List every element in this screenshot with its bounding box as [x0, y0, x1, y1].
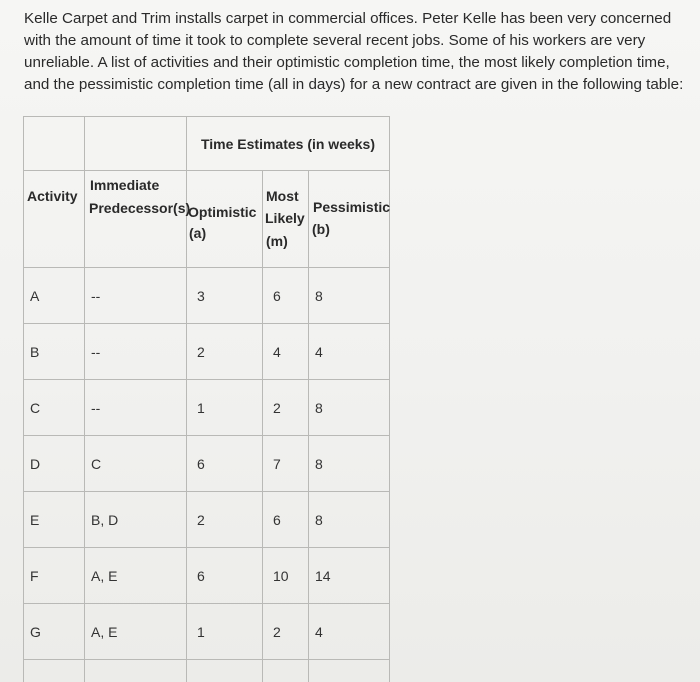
predecessor-header-line: Immediate: [90, 177, 160, 193]
header-spacer: [85, 117, 187, 171]
predecessor-cell: B, D: [85, 492, 187, 548]
predecessor-cell: --: [85, 268, 187, 324]
activity-time-table: [23, 116, 390, 682]
activity-cell: A: [24, 268, 85, 324]
most-likely-header: [263, 171, 309, 268]
activity-cell: G: [24, 604, 85, 660]
header-spacer: [24, 117, 85, 171]
predecessor-cell: C: [85, 436, 187, 492]
most-likely-cell: 7: [263, 436, 309, 492]
activity-cell: F: [24, 548, 85, 604]
problem-statement: [24, 8, 696, 96]
most-likely-cell: 6: [263, 268, 309, 324]
most-likely-header-line: Likely: [265, 210, 305, 226]
predecessor-cell: A, E: [85, 604, 187, 660]
optimistic-header: [187, 171, 263, 268]
most-likely-cell: 2: [263, 604, 309, 660]
pessimistic-header-line: (b): [312, 221, 330, 237]
pessimistic-header-line: Pessimistic: [313, 199, 391, 215]
predecessor-cell: --: [85, 380, 187, 436]
optimistic-header-line: (a): [189, 225, 207, 241]
predecessor-cell: A, E: [85, 548, 187, 604]
statement-line: with the amount of time it took to complete several recent jobs. Some of his workers are very: [24, 32, 646, 49]
optimistic-cell: 1: [187, 604, 263, 660]
activity-cell: C: [24, 380, 85, 436]
pessimistic-cell: 8: [309, 380, 390, 436]
table-row: [24, 604, 390, 660]
activity-header: [24, 171, 85, 268]
table-row: [24, 548, 390, 604]
predecessor-header-line: Predecessor(s): [89, 200, 191, 216]
activity-cell: E: [24, 492, 85, 548]
predecessor-cell: --: [85, 324, 187, 380]
optimistic-cell: 2: [187, 324, 263, 380]
statement-line: Kelle Carpet and Trim installs carpet in commercial offices. Peter Kelle has been very concerned: [24, 10, 672, 27]
most-likely-cell: 2: [263, 380, 309, 436]
optimistic-header-line: Optimistic: [188, 204, 257, 220]
most-likely-header-line: (m): [266, 233, 288, 249]
table-row: [24, 380, 390, 436]
most-likely-cell: 4: [263, 324, 309, 380]
activity-cell: B: [24, 324, 85, 380]
pessimistic-cell: 4: [309, 324, 390, 380]
pessimistic-cell: 8: [309, 436, 390, 492]
optimistic-cell: 6: [187, 436, 263, 492]
statement-line: and the pessimistic completion time (all in days) for a new contract are given in the following table:: [24, 76, 684, 93]
most-likely-cell: 10: [263, 548, 309, 604]
pessimistic-cell: 14: [309, 548, 390, 604]
optimistic-cell: 1: [187, 380, 263, 436]
table-row-cut-off: [24, 660, 390, 682]
empty-cell: [85, 660, 187, 682]
optimistic-cell: 6: [187, 548, 263, 604]
table-row: [24, 268, 390, 324]
table-row: [24, 324, 390, 380]
time-estimates-header: Time Estimates (in weeks): [187, 117, 390, 171]
activity-header-label: Activity: [27, 188, 78, 204]
table-row: [24, 492, 390, 548]
pessimistic-cell: 8: [309, 492, 390, 548]
optimistic-cell: 3: [187, 268, 263, 324]
table-row: [24, 436, 390, 492]
empty-cell: [187, 660, 263, 682]
pessimistic-cell: 8: [309, 268, 390, 324]
predecessor-header: [85, 171, 191, 268]
most-likely-header-line: Most: [266, 188, 299, 204]
most-likely-cell: 6: [263, 492, 309, 548]
statement-line: unreliable. A list of activities and their optimistic completion time, the most likely completion time,: [24, 54, 670, 71]
empty-cell: [24, 660, 85, 682]
empty-cell: [309, 660, 390, 682]
pessimistic-cell: 4: [309, 604, 390, 660]
activity-cell: D: [24, 436, 85, 492]
empty-cell: [263, 660, 309, 682]
pessimistic-header: [309, 171, 390, 268]
optimistic-cell: 2: [187, 492, 263, 548]
